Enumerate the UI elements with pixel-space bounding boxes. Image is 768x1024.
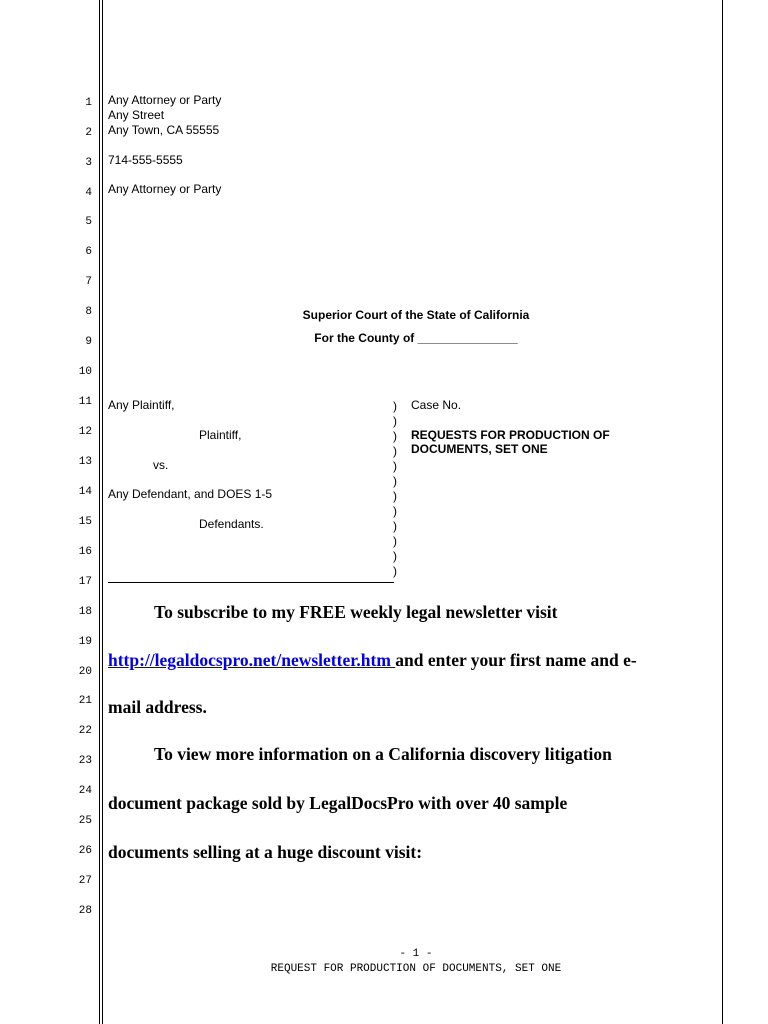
court-county: For the County of _______________ [314,331,518,345]
versus-label: vs. [153,458,169,472]
attorney-for: Any Attorney or Party [108,182,222,196]
caption-divider [108,582,394,583]
caption-paren: ) [393,429,397,443]
right-margin-rule [722,0,723,1024]
line-number: 5 [85,216,92,228]
left-margin-rule-outer [99,0,100,1024]
footer-title: REQUEST FOR PRODUCTION OF DOCUMENTS, SET ONE [270,963,562,975]
line-number: 6 [85,246,92,258]
plaintiff-role: Plaintiff, [199,428,242,442]
caption-paren: ) [393,399,397,413]
body-paragraph-2-line-2: document package sold by LegalDocsPro with over 40 sample [108,793,568,813]
body-paragraph-1-line-2 [108,650,637,670]
attorney-city: Any Town, CA 55555 [108,123,220,137]
newsletter-link[interactable]: http://legaldocspro.net/newsletter.htm [108,650,396,670]
case-number-label: Case No. [411,398,462,412]
line-number: 2 [85,127,92,139]
body-paragraph-1-line-1: To subscribe to my FREE weekly legal newsletter visit [154,602,558,622]
document-title-line1: REQUESTS FOR PRODUCTION OF [411,428,610,442]
caption-paren: ) [393,474,397,488]
caption-paren: ) [393,414,397,428]
caption-paren: ) [393,534,397,548]
caption-paren: ) [393,519,397,533]
body-paragraph-2-line-1: To view more information on a California discovery litigation [154,744,612,764]
line-number: 17 [78,576,92,588]
defendant-role: Defendants. [199,517,264,531]
line-number: 10 [78,366,92,378]
body-paragraph-1-line-3: mail address. [108,697,207,717]
line-number: 15 [78,516,92,528]
caption-paren: ) [393,459,397,473]
caption-paren: ) [393,549,397,563]
line-number: 13 [78,456,92,468]
caption-paren: ) [393,489,397,503]
line-number: 21 [78,695,92,707]
line-number: 28 [78,905,92,917]
body-link-continuation: and enter your first name and e- [395,650,637,670]
attorney-name: Any Attorney or Party [108,93,222,107]
line-number: 14 [78,486,92,498]
left-margin-rule-inner [102,0,103,1024]
line-number: 9 [85,336,92,348]
line-number: 3 [85,157,92,169]
caption-paren: ) [393,564,397,578]
court-name: Superior Court of the State of California [302,308,530,322]
line-number: 23 [78,755,92,767]
line-number: 27 [78,875,92,887]
line-number: 26 [78,845,92,857]
caption-paren: ) [393,504,397,518]
attorney-phone: 714-555-5555 [108,153,183,167]
line-number: 19 [78,636,92,648]
line-number: 12 [78,426,92,438]
attorney-street: Any Street [108,108,165,122]
line-number: 11 [78,396,92,408]
line-number: 24 [78,785,92,797]
line-number: 22 [78,725,92,737]
line-number: 25 [78,815,92,827]
body-paragraph-2-line-3: documents selling at a huge discount visit: [108,842,423,862]
document-title-line2: DOCUMENTS, SET ONE [411,442,548,456]
line-number: 18 [78,606,92,618]
page-number: - 1 - [399,948,433,960]
defendant-name: Any Defendant, and DOES 1-5 [108,487,273,501]
caption-paren: ) [393,444,397,458]
line-number: 7 [85,276,92,288]
line-number: 8 [85,306,92,318]
line-number: 4 [85,187,92,199]
line-number: 20 [78,666,92,678]
line-number: 16 [78,546,92,558]
plaintiff-name: Any Plaintiff, [108,398,175,412]
line-number: 1 [85,97,92,109]
